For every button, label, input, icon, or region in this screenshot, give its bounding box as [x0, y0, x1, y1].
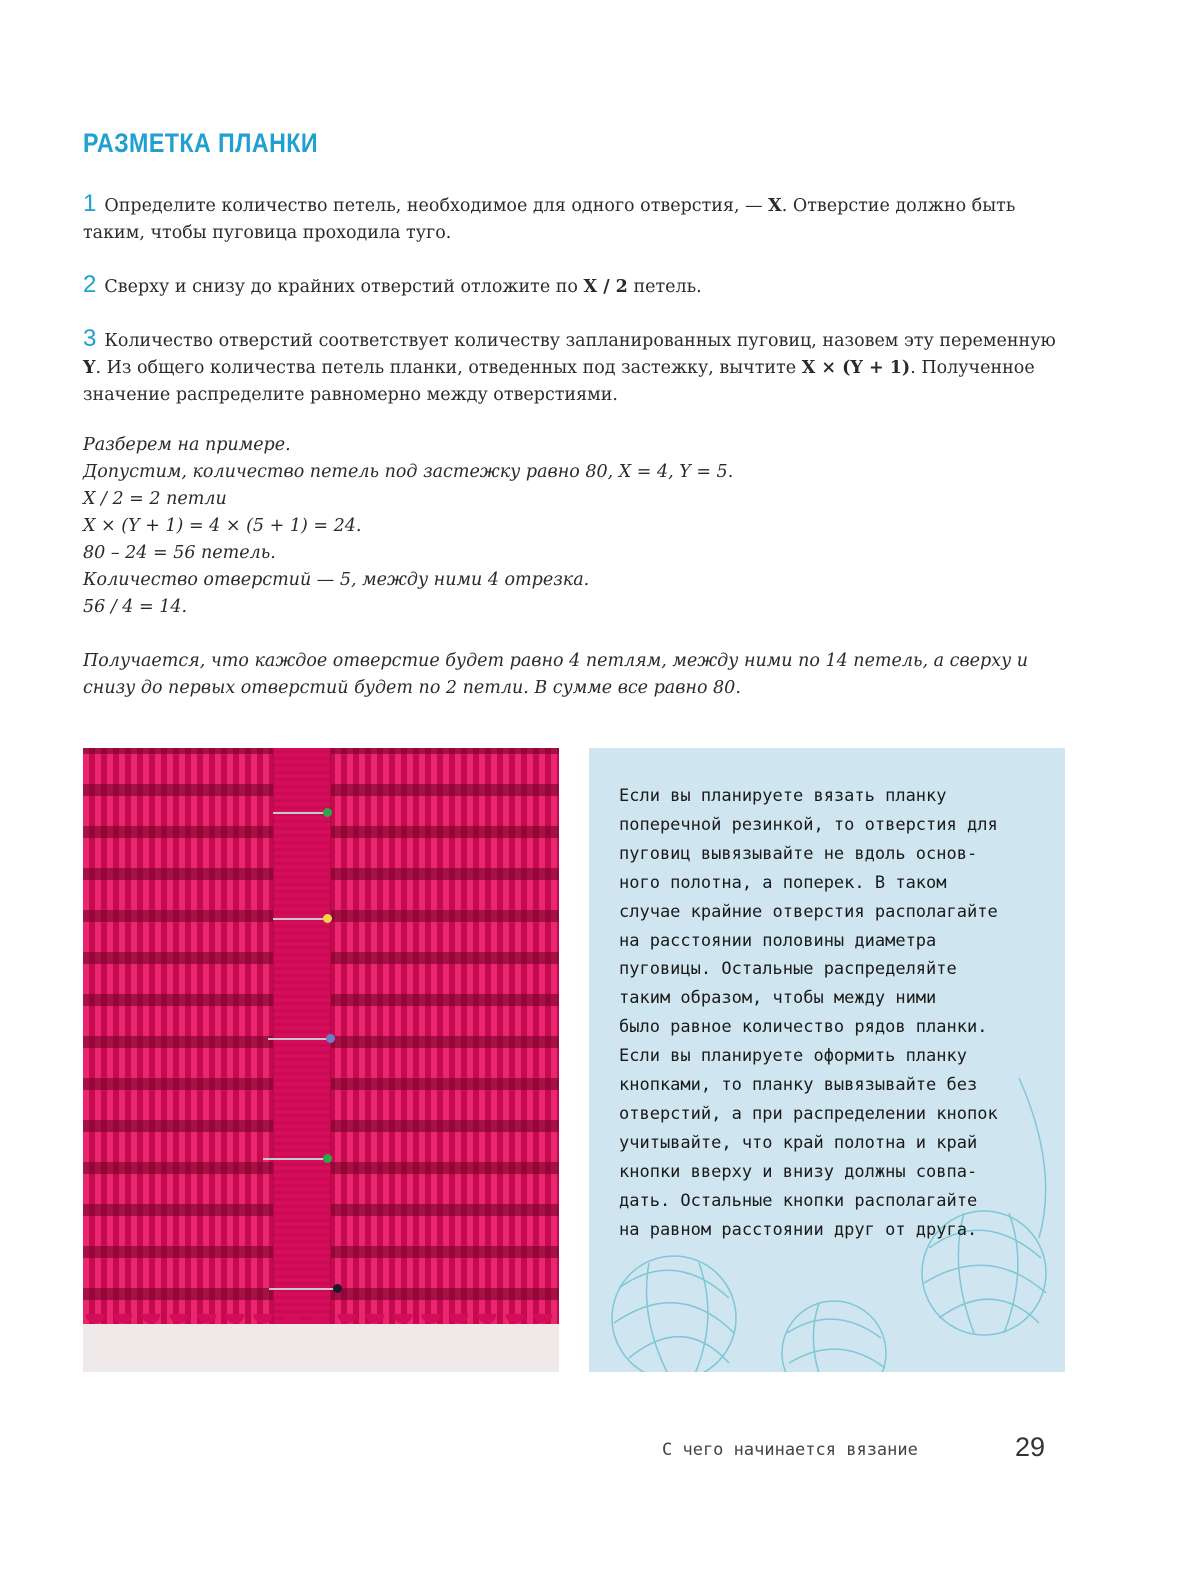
- pin-marker: [269, 1288, 337, 1290]
- tip-box: [589, 748, 1065, 1372]
- step-number: 3: [83, 325, 97, 352]
- example-line: X × (Y + 1) = 4 × (5 + 1) = 24.: [83, 516, 362, 536]
- worked-example: [83, 432, 1083, 621]
- example-line: Допустим, количество петель под застежку равно 80, X = 4, Y = 5.: [83, 462, 734, 482]
- example-line: 56 / 4 = 14.: [83, 597, 188, 617]
- example-line: Количество отверстий — 5, между ними 4 отрезка.: [83, 570, 590, 590]
- step-number: 1: [83, 190, 97, 217]
- picot-edge: [83, 1324, 559, 1372]
- button-band: [273, 748, 331, 1338]
- step-2: 2 Сверху и снизу до крайних отверстий отложите по X / 2 петель.: [83, 271, 702, 298]
- page-number: 29: [1015, 1432, 1046, 1462]
- pin-marker: [263, 1158, 327, 1160]
- knitting-photo: [83, 748, 559, 1372]
- pin-marker: [273, 812, 327, 814]
- example-line: 80 – 24 = 56 петель.: [83, 543, 276, 563]
- example-summary: Получается, что каждое отверстие будет равно 4 петлям, между ними по 14 петель, а сверху и снизу до первых отверстий будет по 2 петли. В сумме все равно 80.: [83, 651, 1029, 698]
- tip-text: Если вы планируете вязать планку поперечной резинкой, то отверстия для пуговиц вывязывайте не вдоль основ- ного полотна, а поперек. В таком случае крайние отверстия располагайте на расстоянии половины диаметра пуговицы. Остальные распределяйте таким образом, чтобы между ними было равное количество рядов планки. Если вы планируете оформить планку кнопками, то планку вывязывайте без отверстий, а при распределении кнопок учитывайте, что край полотна и край кнопки вверху и внизу должны совпа- дать. Остальные кнопки располагайте на равном расстоянии друг от друга.: [619, 786, 998, 1240]
- footer-section-title: С чего начинается вязание: [662, 1440, 918, 1460]
- example-line: X / 2 = 2 петли: [83, 489, 227, 509]
- step-number: 2: [83, 271, 97, 298]
- example-line: Разберем на примере.: [83, 435, 291, 455]
- step-1: 1 Определите количество петель, необходимое для одного отверстия, — X. Отверстие должно быть таким, чтобы пуговица проходила туго.: [83, 190, 1016, 243]
- pin-marker: [268, 1038, 330, 1040]
- pin-marker: [273, 918, 327, 920]
- section-title: РАЗМЕТКА ПЛАНКИ: [83, 128, 319, 158]
- step-3: 3 Количество отверстий соответствует количеству запланированных пуговиц, назовем эту переменную Y. Из общего количества петель планки, отведенных под застежку, вычтите X × (Y + 1). Полученное значение распределите равномерно между отверстиями.: [83, 325, 1056, 405]
